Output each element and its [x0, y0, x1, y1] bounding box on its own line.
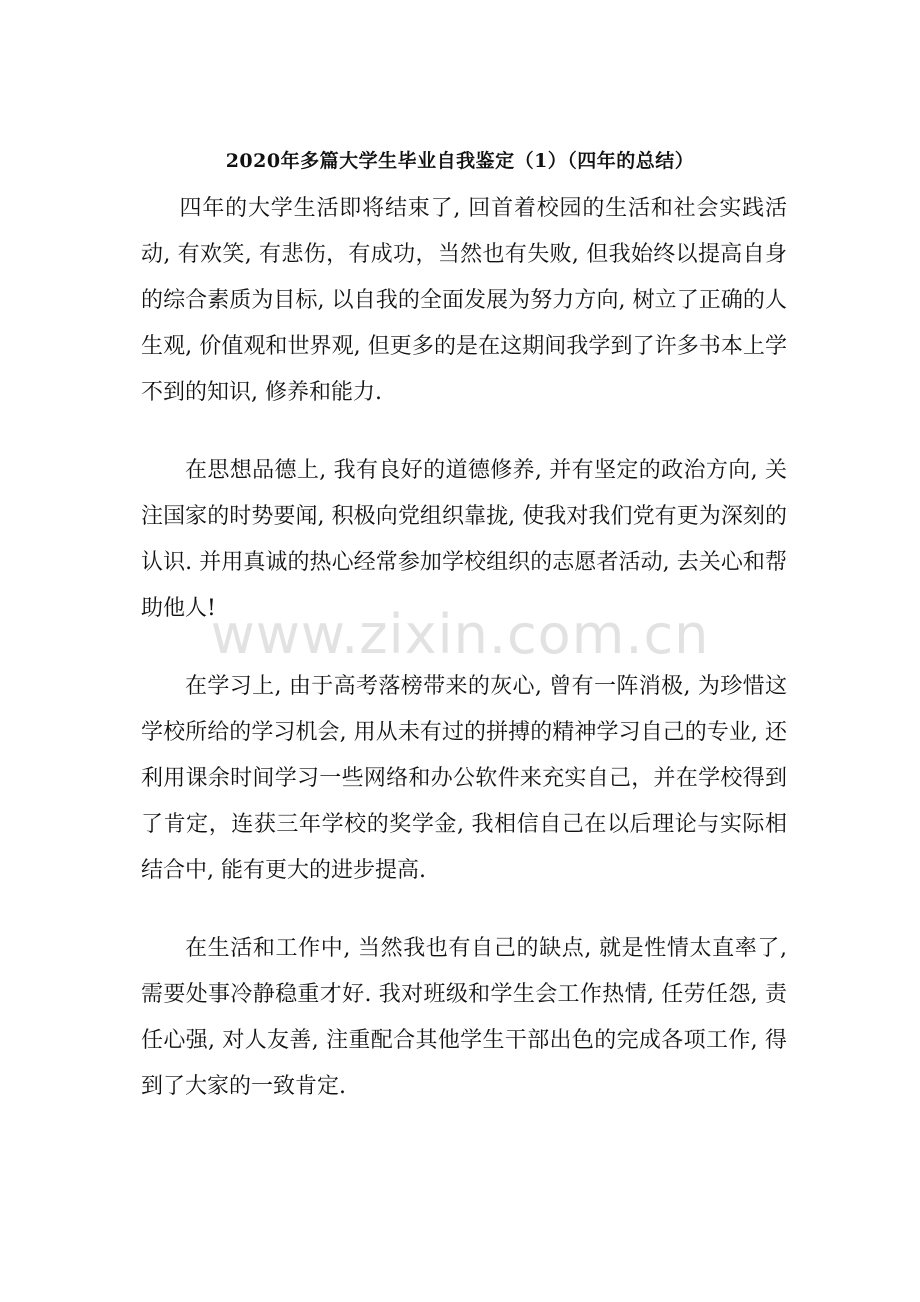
paragraph-moral-character: 在思想品德上, 我有良好的道德修养, 并有坚定的政治方向, 关注国家的时势要闻, 积极向党组织靠拢, 使我对我们党有更为深刻的认识. 并用真诚的热心经常参加学校组织的志愿者活动, 去关心和帮助他人!	[141, 458, 787, 621]
paragraph-summary: 四年的大学生活即将结束了, 回首着校园的生活和社会实践活动, 有欢笑, 有悲伤，有成功，当然也有失败, 但我始终以提高自身的综合素质为目标, 以自我的全面发展为努力方向, 树立了正确的人生观, 价值观和世界观, 但更多的是在这期间我学到了许多书本上学不到的知识, 修养和能力.	[141, 196, 787, 405]
paragraph-life-and-work: 在生活和工作中, 当然我也有自己的缺点, 就是性情太直率了, 需要处事冷静稳重才好. 我对班级和学生会工作热情, 任劳任怨, 责任心强, 对人友善, 注重配合其他学生干部出色的完成各项工作, 得到了大家的一致肯定.	[141, 936, 787, 1099]
document-title: 2020年多篇大学生毕业自我鉴定（1）（四年的总结）	[225, 150, 695, 172]
watermark: www.zixin.com.cn	[210, 603, 710, 666]
document-body	[141, 186, 787, 1142]
paragraph-study: 在学习上, 由于高考落榜带来的灰心, 曾有一阵消极, 为珍惜这学校所给的学习机会, 用从未有过的拼搏的精神学习自己的专业, 还利用课余时间学习一些网络和办公软件来充实自己，并在学校得到了肯定，连获三年学校的奖学金, 我相信自己在以后理论与实际相结合中, 能有更大的进步提高.	[141, 674, 787, 883]
